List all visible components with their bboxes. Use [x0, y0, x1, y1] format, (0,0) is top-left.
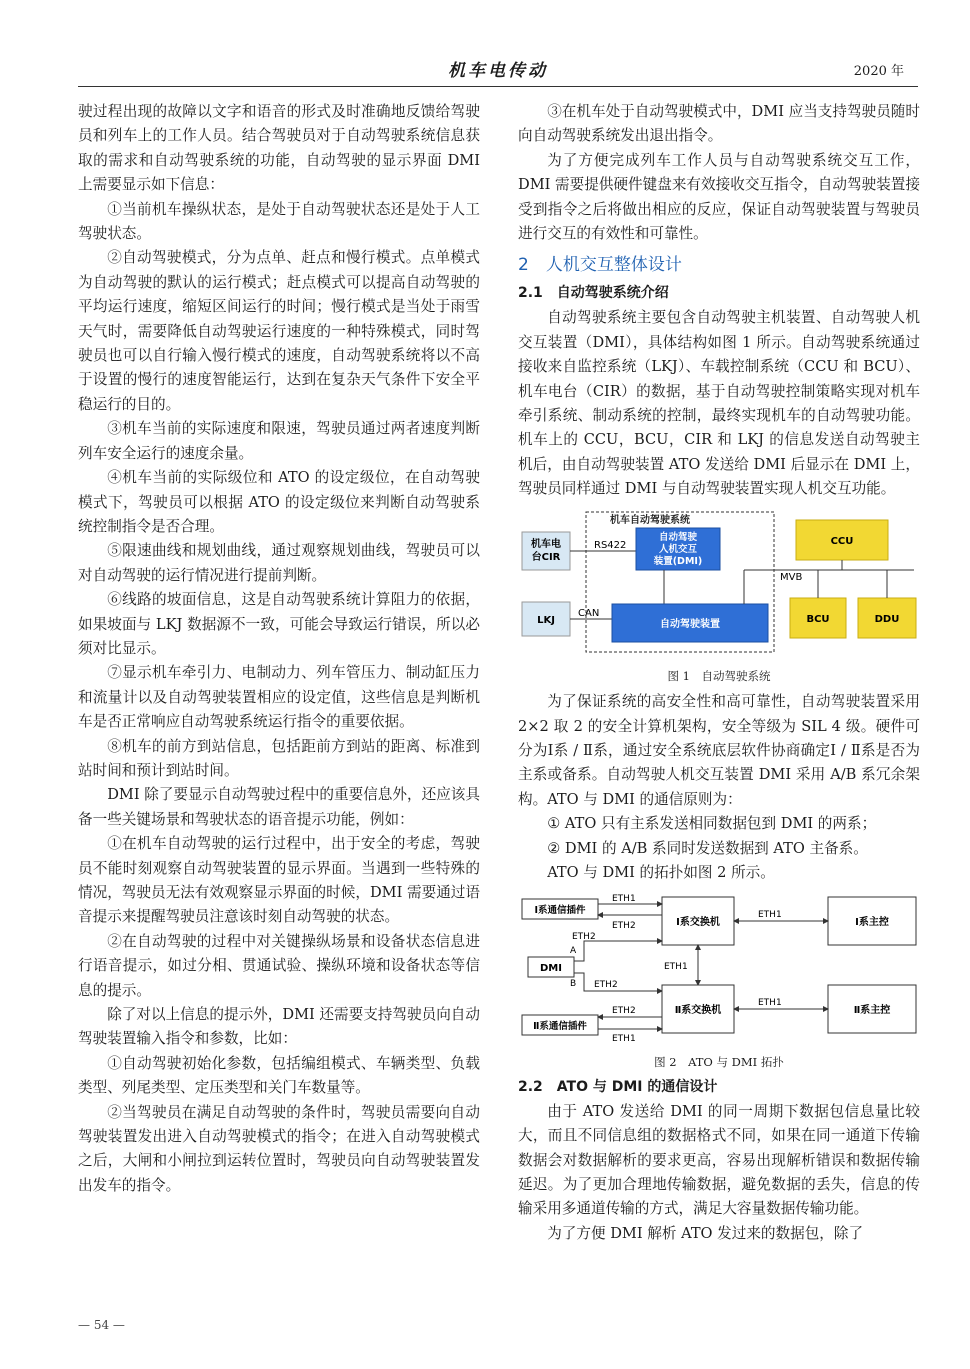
subsection-heading: 2.2 ATO 与 DMI 的通信设计	[518, 1078, 718, 1095]
main2-label: Ⅱ系主控	[853, 1005, 891, 1017]
journal-title: 机车电传动	[448, 61, 548, 81]
eth1-label: ETH1	[664, 962, 688, 973]
plug2-label: Ⅱ系通信插件	[533, 1021, 587, 1033]
system-diagram	[518, 508, 920, 658]
dmi-label-2: 人机交互	[658, 543, 698, 555]
paragraph: ①自动驾驶初始化参数，包括编组模式、车辆类型、负载类型、列尾类型、定压类型和关门车数量等。	[78, 1054, 480, 1097]
figure-2-caption: 图 2 ATO 与 DMI 拓扑	[654, 1054, 784, 1069]
bcu-label: BCU	[806, 613, 830, 625]
dmi-a-switch1-link	[574, 941, 662, 961]
paragraph: ⑧机车的前方到站信息，包括距前方到站的距离、标准到站时间和预计到站时间。	[78, 737, 480, 779]
main1-label: Ⅰ系主控	[855, 917, 889, 929]
paragraph: ④机车当前的实际级位和 ATO 的设定级位，在自动驾驶模式下，驾驶员可以根据 ATO 的设定级位来判断自动驾驶系统控制指令是否合理。	[78, 469, 480, 535]
ato-label: 自动驾驶装置	[660, 618, 720, 630]
page-number: — 54 —	[78, 1318, 125, 1332]
system-label: 机车自动驾驶系统	[610, 514, 690, 526]
issue-year: 2020 年	[853, 64, 904, 79]
cir-box	[522, 532, 570, 570]
paragraph: 为了方便 DMI 解析 ATO 发过来的数据包，除了	[547, 1224, 864, 1242]
paragraph: ③机车当前的实际速度和限速，驾驶员通过两者速度判断列车安全运行的速度余量。	[78, 420, 480, 462]
eth2-label: ETH2	[612, 1006, 636, 1017]
figure-2-diagram	[518, 891, 920, 1069]
eth2-label: ETH2	[612, 921, 636, 932]
paragraph: ② DMI 的 A/B 系同时发送数据到 ATO 主备系。	[547, 839, 868, 857]
ccu-label: CCU	[830, 535, 854, 547]
cir-label-1: 机车电	[531, 538, 561, 550]
dmi-label-3: 装置(DMI)	[653, 555, 703, 567]
switch1-label: Ⅰ系交换机	[676, 917, 720, 929]
plug1-label: Ⅰ系通信插件	[534, 905, 586, 917]
dmi-port-b: B	[570, 979, 577, 990]
can-label: CAN	[578, 607, 600, 619]
paragraph: ① ATO 只有主系发送相同数据包到 DMI 的两系；	[547, 815, 877, 833]
rs422-label: RS422	[594, 539, 627, 551]
eth1-label: ETH1	[612, 1034, 636, 1044]
dmi-label: DMI	[540, 963, 562, 975]
paragraph: 由于 ATO 发送给 DMI 的同一周期下数据包信息量比较大，而且不同信息组的数据格式不同，如果在同一通道下传输数据会对数据解析的要求更高，容易出现解析错误和数据传输延迟。为了更加合理地传输数据，避免数据的丢失，信息的传输采用多通道传输的方式，满足大容量数据传输功能。	[518, 1102, 920, 1218]
paragraph: 为了方便完成列车工作人员与自动驾驶系统交互工作，DMI 需要提供硬件键盘来有效接收交互指令，自动驾驶装置接受到指令之后将做出相应的反应，保证自动驾驶装置与驾驶员进行交互的有效性和可靠性。	[518, 151, 920, 243]
paragraph: ②在自动驾驶的过程中对关键操纵场景和设备状态信息进行语音提示，如过分相、贯通试验、操纵环境和设备状态等信息的提示。	[78, 932, 480, 999]
paragraph: ⑤限速曲线和规划曲线，通过观察规划曲线，驾驶员可以对自动驾驶的运行情况进行提前判断。	[78, 542, 480, 584]
paragraph: 自动驾驶系统主要包含自动驾驶主机装置、自动驾驶人机交互装置（DMI），具体结构如图 1 所示。自动驾驶系统通过接收来自监控系统（LKJ）、车载控制系统（CCU 和 BCU）、机车电台（CIR）的数据，基于自动驾驶控制策略实现对机车牵引系统、制动系统的控制，最终实现机车的自动驾驶功能。机车上的 CCU，BCU，CIR 和 LKJ 的信息发送自动驾驶主机后，由自动驾驶装置 ATO 发送给 DMI 后显示在 DMI 上，驾驶员同样通过 DMI 与自动驾驶装置实现人机交互功能。	[518, 309, 920, 498]
paragraph: ①当前机车操纵状态，是处于自动驾驶状态还是处于人工驾驶状态。	[78, 200, 480, 243]
paragraph: ②当驾驶员在满足自动驾驶的条件时，驾驶员需要向自动驾驶装置发出进入自动驾驶模式的指令；在进入自动驾驶模式之后，大闸和小闸拉到运转位置时，驾驶员向自动驾驶装置发出发车的指令。	[78, 1103, 480, 1194]
eth1-label: ETH1	[612, 894, 636, 905]
dmi-port-a: A	[570, 946, 577, 957]
eth2-label: ETH2	[594, 980, 618, 991]
eth1-label: ETH1	[758, 998, 782, 1009]
switch2-label: Ⅱ系交换机	[674, 1005, 722, 1017]
left-column	[78, 100, 480, 1198]
cir-label-2: 台CIR	[531, 551, 561, 563]
paragraph: ①在机车自动驾驶的运行过程中，出于安全的考虑，驾驶员不能时刻观察自动驾驶装置的显示界面。当遇到一些特殊的情况，驾驶员无法有效观察显示界面的时候，DMI 需要通过语音提示来提醒驾驶员注意该时刻自动驾驶的状态。	[78, 835, 480, 926]
paragraph: 为了保证系统的高安全性和高可靠性，自动驾驶装置采用 2×2 取 2 的安全计算机架构，安全等级为 SIL 4 级。硬件可分为Ⅰ系 / Ⅱ系，通过安全系统底层软件协商确定Ⅰ / Ⅱ系是否为主系或备系。自动驾驶人机交互装置 DMI 采用 A/B 系冗余架构。ATO 与 DMI 的通信原则为：	[518, 693, 920, 808]
ddu-label: DDU	[874, 613, 900, 625]
eth2-label: ETH2	[572, 932, 596, 943]
lkj-label: LKJ	[537, 614, 555, 626]
paragraph: DMI 除了要显示自动驾驶过程中的重要信息外，还应该具备一些关键场景和驾驶状态的语音提示功能，例如：	[78, 786, 480, 828]
paragraph: ⑦显示机车牵引力、电制动力、列车管压力、制动缸压力和流量计以及自动驾驶装置相应的设定值，这些信息是判断机车是否正常响应自动驾驶系统运行指令的重要依据。	[78, 664, 480, 731]
paragraph: ③在机车处于自动驾驶模式中，DMI 应当支持驾驶员随时向自动驾驶系统发出退出指令。	[518, 103, 920, 145]
dmi-label-1: 自动驾驶	[658, 531, 698, 543]
mvb-label: MVB	[780, 571, 803, 583]
topology-diagram	[518, 891, 920, 1043]
paragraph: ⑥线路的坡面信息，这是自动驾驶系统计算阻力的依据，如果坡面与 LKJ 数据源不一致，可能会导致运行错误，所以必须对比显示。	[78, 591, 480, 657]
page-header	[78, 52, 918, 87]
subsection-heading: 2.1 自动驾驶系统介绍	[518, 285, 669, 302]
figure-1-diagram	[518, 508, 920, 684]
section-heading: 2 人机交互整体设计	[518, 255, 682, 276]
paragraph: 驶过程出现的故障以文字和语音的形式及时准确地反馈给驾驶员和列车上的工作人员。结合驾驶员对于自动驾驶系统信息获取的需求和自动驾驶系统的功能，自动驾驶的显示界面 DMI 上需要显示如下信息：	[78, 103, 480, 194]
right-column	[518, 100, 920, 1246]
eth1-label: ETH1	[758, 910, 782, 921]
figure-1-caption: 图 1 自动驾驶系统	[667, 669, 771, 684]
dmi-b-switch2-link	[574, 973, 662, 991]
paragraph: 除了对以上信息的提示外，DMI 还需要支持驾驶员向自动驾驶装置输入指令和参数，比如：	[78, 1006, 480, 1048]
paragraph: ②自动驾驶模式，分为点单、赶点和慢行模式。点单模式为自动驾驶的默认的运行模式；赶点模式可以提高自动驾驶的平均运行速度，缩短区间运行的时间；慢行模式是当处于雨雪天气时，需要降低自动驾驶运行速度的一种特殊模式，同时驾驶员也可以自行输入慢行模式的速度，自动驾驶系统将以不高于设置的慢行的速度智能运行，达到在复杂天气条件下安全平稳运行的目的。	[78, 249, 480, 413]
paragraph: ATO 与 DMI 的拓扑如图 2 所示。	[547, 863, 775, 881]
